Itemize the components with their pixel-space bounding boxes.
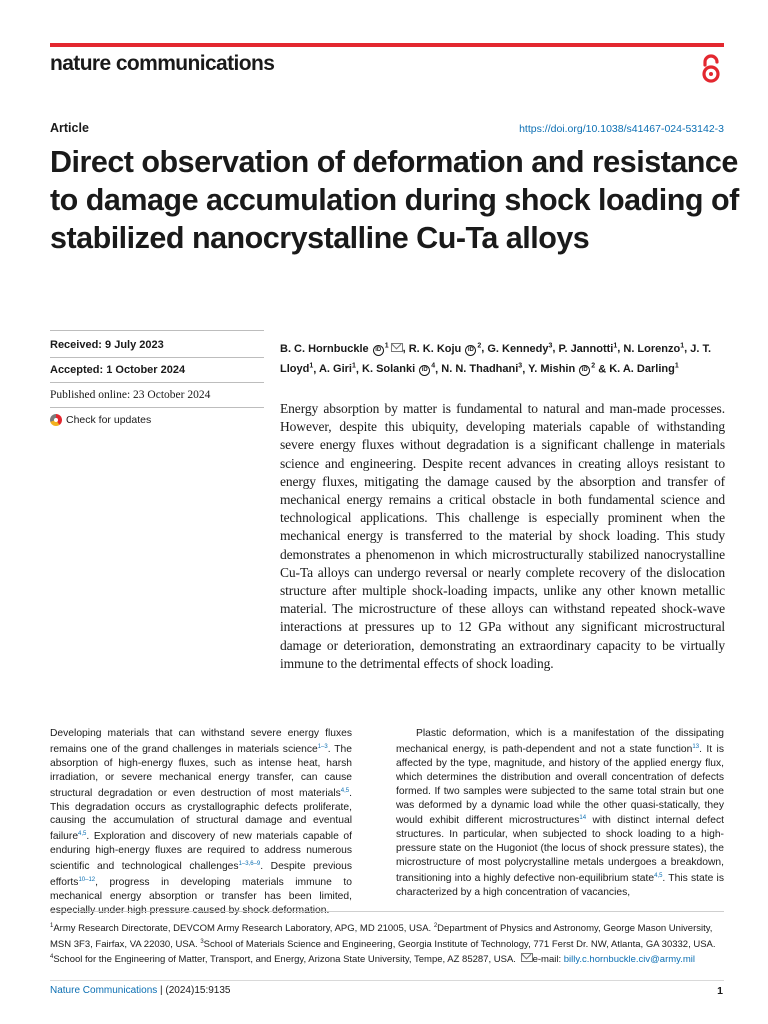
author[interactable] — [319, 363, 356, 375]
author-name: N. Lorenzo — [623, 342, 681, 355]
author-affiliation: 3 — [548, 342, 553, 349]
affiliation-2b: MSN 3F3, Fairfax, VA 22030, USA. — [50, 938, 201, 950]
received-date: Received: 9 July 2023 — [50, 339, 164, 351]
check-updates-icon — [50, 414, 62, 426]
reference-link[interactable]: 4,5 — [654, 873, 663, 880]
affiliation-2a: Department of Physics and Astronomy, George Mason University, — [437, 923, 713, 935]
author[interactable] — [441, 363, 522, 375]
journal-name[interactable]: nature communications — [50, 52, 275, 75]
author-name: Y. Mishin — [528, 363, 576, 376]
email-icon — [521, 953, 533, 962]
author-name: K. Solanki — [362, 363, 416, 376]
check-for-updates-button[interactable] — [50, 414, 151, 426]
reference-link[interactable]: 4,5 — [340, 787, 350, 794]
published-date: Published online: 23 October 2024 — [50, 389, 211, 401]
orcid-icon[interactable]: iD — [373, 345, 384, 356]
author[interactable] — [409, 343, 482, 355]
author-affiliation: 1 — [674, 362, 679, 370]
orcid-icon[interactable]: iD — [579, 365, 590, 376]
author-name: P. Jannotti — [558, 342, 614, 355]
affiliation-4: School for the Engineering of Matter, Transport, and Energy, Arizona State University, Tempe, AZ 85287, USA. — [53, 954, 519, 966]
author-name: N. N. Thadhani — [441, 363, 519, 376]
author-affiliation: 1 — [680, 342, 685, 349]
accepted-date: Accepted: 1 October 2024 — [50, 364, 186, 376]
footer-journal-link[interactable]: Nature Communications — [50, 985, 158, 996]
email-icon[interactable] — [391, 343, 403, 352]
body-text: . This degradation occurs as crystallographic defects proliferate, causing the accumulation of structural damage and eventual failure — [50, 787, 352, 843]
reference-link[interactable]: 13 — [692, 743, 700, 750]
body-text: Plastic deformation, which is a manifestation of the dissipating mechanical energy, is path-dependent and not a state function — [396, 728, 724, 755]
author[interactable] — [528, 363, 595, 375]
affiliation-1: Army Research Directorate, DEVCOM Army Research Laboratory, APG, MD 21005, USA. — [53, 923, 434, 935]
aff-marker: 3 — [200, 938, 204, 945]
author[interactable] — [559, 343, 618, 355]
author-name: B. C. Hornbuckle — [280, 342, 369, 355]
body-text: Developing materials that can withstand severe energy fluxes remains one of the grand challenges in materials science — [50, 728, 352, 755]
author-affiliation: 2 — [591, 362, 596, 370]
body-text: . Despite previous efforts — [50, 861, 352, 889]
reference-link[interactable]: 14 — [579, 815, 587, 822]
author-name: J. T. Lloyd — [280, 342, 712, 376]
author-affiliation: 1 — [351, 362, 356, 370]
orcid-icon[interactable]: iD — [465, 345, 476, 356]
body-text: with distinct internal defect structures. In particular, when subjected to shock loading to a high-pressure state on the Hugoniot (the locus of shock pressure states), the microstructure of most polycrystalline metals undergoes a breakdown, transitioning into a highly defective non-equilibrium state — [396, 815, 724, 885]
abstract: Energy absorption by matter is fundamental to natural and man-made processes. However, despite this ubiquity, developing materials capable of withstanding severe energy fluxes without degradation is a significant challenge in materials science and engineering. Despite recent advances in creating alloys resistant to energy fluxes, mitigating the damage caused by the absorption and transfer of mechanical energy remains a critical obstacle in both fundamental science and technological applications. This challenge is especially prominent when the mechanical energy is transferred to the material by shock loading. This study demonstrates a phenomenon in which microstructurally stabilized nanocrystalline Cu-Ta alloys can undergo reversal or nearly complete recovery of the dislocation structure after multiple shock-loading impacts, unlike any other known metallic material. The microstructure of these alloys can withstand repeated shock-wave interactions at pressures up to 12 GPa without any significant microstructural damage or deterioration, demonstrating an extraordinary capacity to be virtually immune to the detrimental effects of shock loading. — [280, 401, 725, 671]
page-number: 1 — [717, 985, 723, 997]
author-name: G. Kennedy — [487, 342, 549, 355]
body-column-1 — [50, 727, 352, 918]
body-text: , progress in developing materials immune to mechanical energy absorption or transfer has been limited, — [50, 877, 352, 902]
author[interactable] — [280, 343, 403, 355]
footnote-divider — [50, 911, 724, 912]
reference-link[interactable]: 1–3,6–9 — [238, 861, 261, 868]
author-name: R. K. Koju — [408, 342, 462, 355]
body-text: . It is affected by the type, magnitude, and history of the applied energy flux, which determines the distribution and overall concentration of defects formed. If two samples were subjected to the same total strain but one was deformed by a dynamic load while the other quasi-statically, they would exhibit different microstructures — [396, 743, 724, 827]
reference-link[interactable]: 4,5 — [78, 831, 87, 838]
footer-volume: | (2024)15:9135 — [157, 985, 231, 996]
body-column-2 — [396, 727, 724, 900]
reference-link[interactable]: 10–12 — [78, 877, 96, 884]
author-list: B. C. Hornbuckle $iD^1$ , R. K. Koju $iD^2$, G. Kennedy$^3$, P. Jannotti$^1$, N. Lorenzo$^1$, J. T. Lloyd$^1$, A. Giri$^1$, K. Solanki $iD^4$, N. N. Thadhani$^3$, Y. Mishin $iD^2$ & K. A. Darling$^1$ — [280, 342, 712, 376]
author[interactable] — [362, 363, 435, 375]
meta-divider — [50, 357, 264, 358]
orcid-icon[interactable]: iD — [419, 365, 430, 376]
meta-divider — [50, 407, 264, 408]
footer-divider — [50, 980, 724, 981]
aff-marker: 2 — [433, 923, 438, 929]
author-name: K. A. Darling — [609, 363, 675, 376]
open-access-icon[interactable] — [700, 54, 722, 84]
body-text: . Exploration and discovery of new materials capable of enduring high-energy fluxes are required to address numerous scientific and technological challenges — [50, 831, 352, 873]
author[interactable] — [487, 343, 552, 355]
meta-divider — [50, 330, 264, 331]
article-type-label: Article — [50, 121, 89, 135]
author[interactable] — [623, 343, 684, 355]
author-affiliation: 2 — [477, 342, 482, 349]
email-label: e-mail: — [532, 954, 564, 966]
author-affiliation: 4 — [431, 362, 436, 370]
aff-marker: 1 — [50, 923, 54, 929]
aff-marker: 4 — [50, 954, 54, 961]
check-updates-label: Check for updates — [66, 414, 152, 426]
author-affiliation: 3 — [518, 362, 523, 370]
author-name: A. Giri — [318, 363, 352, 376]
body-text: . This state is characterized by a high concentration of vacancies, — [396, 873, 724, 898]
author-affiliation: 1 — [384, 342, 389, 349]
doi-link[interactable]: https://doi.org/10.1038/s41467-024-53142-3 — [519, 123, 724, 135]
affiliations — [50, 920, 725, 967]
article-title: Direct observation of deformation and resistance to damage accumulation during shock loading of stabilized nanocrystalline Cu-Ta alloys — [50, 145, 739, 255]
header-accent-bar — [50, 43, 724, 47]
reference-link[interactable]: 1–3 — [317, 743, 328, 750]
footer-citation — [50, 985, 230, 996]
body-text: . The absorption of high-energy fluxes, such as intense heat, harsh irradiation, or severe mechanical energy transfer, can cause structural degradation or even destruction of most materials — [50, 743, 352, 799]
corresponding-email-link[interactable]: billy.c.hornbuckle.civ@army.mil — [563, 954, 695, 966]
author[interactable] — [609, 363, 679, 375]
author-affiliation: 1 — [613, 342, 618, 349]
meta-divider — [50, 382, 264, 383]
affiliation-3: School of Materials Science and Engineering, Georgia Institute of Technology, 771 Ferst Dr. NW, Atlanta, GA 30332, USA. — [203, 938, 716, 950]
author-affiliation: 1 — [309, 362, 314, 370]
